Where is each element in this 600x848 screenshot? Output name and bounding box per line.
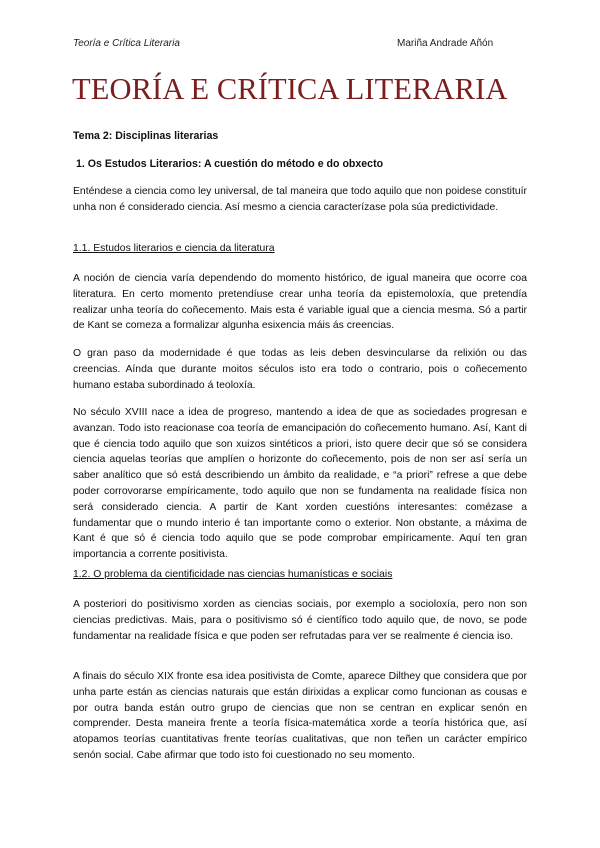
header-course-name: Teoría e Crítica Literaria xyxy=(73,38,180,49)
header-author-name: Mariña Andrade Añón xyxy=(397,38,494,49)
subsection-1-1-paragraph-3: No século XVIII nace a idea de progreso, mantendo a idea de que as sociedades progresan e avanzan. Todo isto reacionase coa teoría de emancipación do coñecemento humano. Así, Kant di que é ciencia todo aquilo que son xuizos sintéticos a priori, isto quere decir que só se considera ciencia aquelas teorías que amplíen o horizonte do coñecemento, pois de non ser así sería un saber analítico que só está describiendo un ámbito da realidade, e “a priori” refrese a que debe poder corrovorarse empíricamente, todo aquilo que non se fundamenta na realidade física non será considerado ciencia. A partir de Kant xorden cuestións interesantes: comézase a fundamentar que o mundo interio é tan importante como o exterior. Non obstante, a máxima de Kant é que só é ciencia todo aquilo que se pode comprobar empíricamente. Aquí ten gran importancia a corrente positivista. xyxy=(73,407,527,561)
subsection-1-2-paragraph-1: A posteriori do positivismo xorden as ciencias sociais, por exemplo a socioloxía, pero non son ciencias predictivas. Mais, para o positivismo só é científico todo aquilo que, de novo, se pode fundamentar na realidade física e que poden ser refrutadas para ver se realmente é ciencia iso. xyxy=(73,599,527,642)
subsection-1-1-paragraph-1: A noción de ciencia varía dependendo do momento histórico, de igual maneira que ocorre coa literatura. En certo momento pretendíuse crear unha teoría da epistemoloxía, que pretendía realizar unha teoría do coñecemento. Mais esta é variable igual que a ciencia mesma. Só a partir de Kant se comeza a formalizar algunha esixencia máis ás creencias. xyxy=(73,273,527,332)
subsection-1-2-paragraph-2: A finais do século XIX fronte esa idea positivista de Comte, aparece Dilthey que considera que por unha parte están as ciencias naturais que están dirixidas a explicar como funcionan as cousas e por outra banda están outro grupo de ciencias que non se centran en explicar senón en comprender. Desta maneira frente a teoría física-matemática xorde a teoría histórica que, así atopamos teorías cuantitativas frente teorías cualitativas, que non teñen un carácter empírico senón social. Cabe afirmar que todo isto foi cuestionado no seu momento. xyxy=(73,671,527,761)
subsection-1-1-heading: 1.1. Estudos literarios e ciencia da literatura xyxy=(73,243,275,254)
subsection-1-1-paragraph-2: O gran paso da modernidade é que todas as leis deben desvincularse da relixión ou das creencias. Aínda que durante moitos séculos isto era todo o contrario, pois o coñecemento humano estaba subordinado á teoloxía. xyxy=(73,348,527,391)
section-1-heading: 1. Os Estudos Literarios: A cuestión do método e do obxecto xyxy=(76,158,384,170)
subsection-1-2-heading: 1.2. O problema da cientificidade nas ciencias humanísticas e sociais xyxy=(73,569,393,580)
section-1-intro-paragraph: Enténdese a ciencia como ley universal, de tal maneira que todo aquilo que non poidese constituír unha non é considerado ciencia. Así mesmo a ciencia caracterízase pola súa predictividade. xyxy=(73,186,527,213)
topic-heading: Tema 2: Disciplinas literarias xyxy=(73,130,219,142)
document-title: TEORÍA E CRÍTICA LITERARIA xyxy=(72,72,508,106)
page-header xyxy=(73,38,527,52)
